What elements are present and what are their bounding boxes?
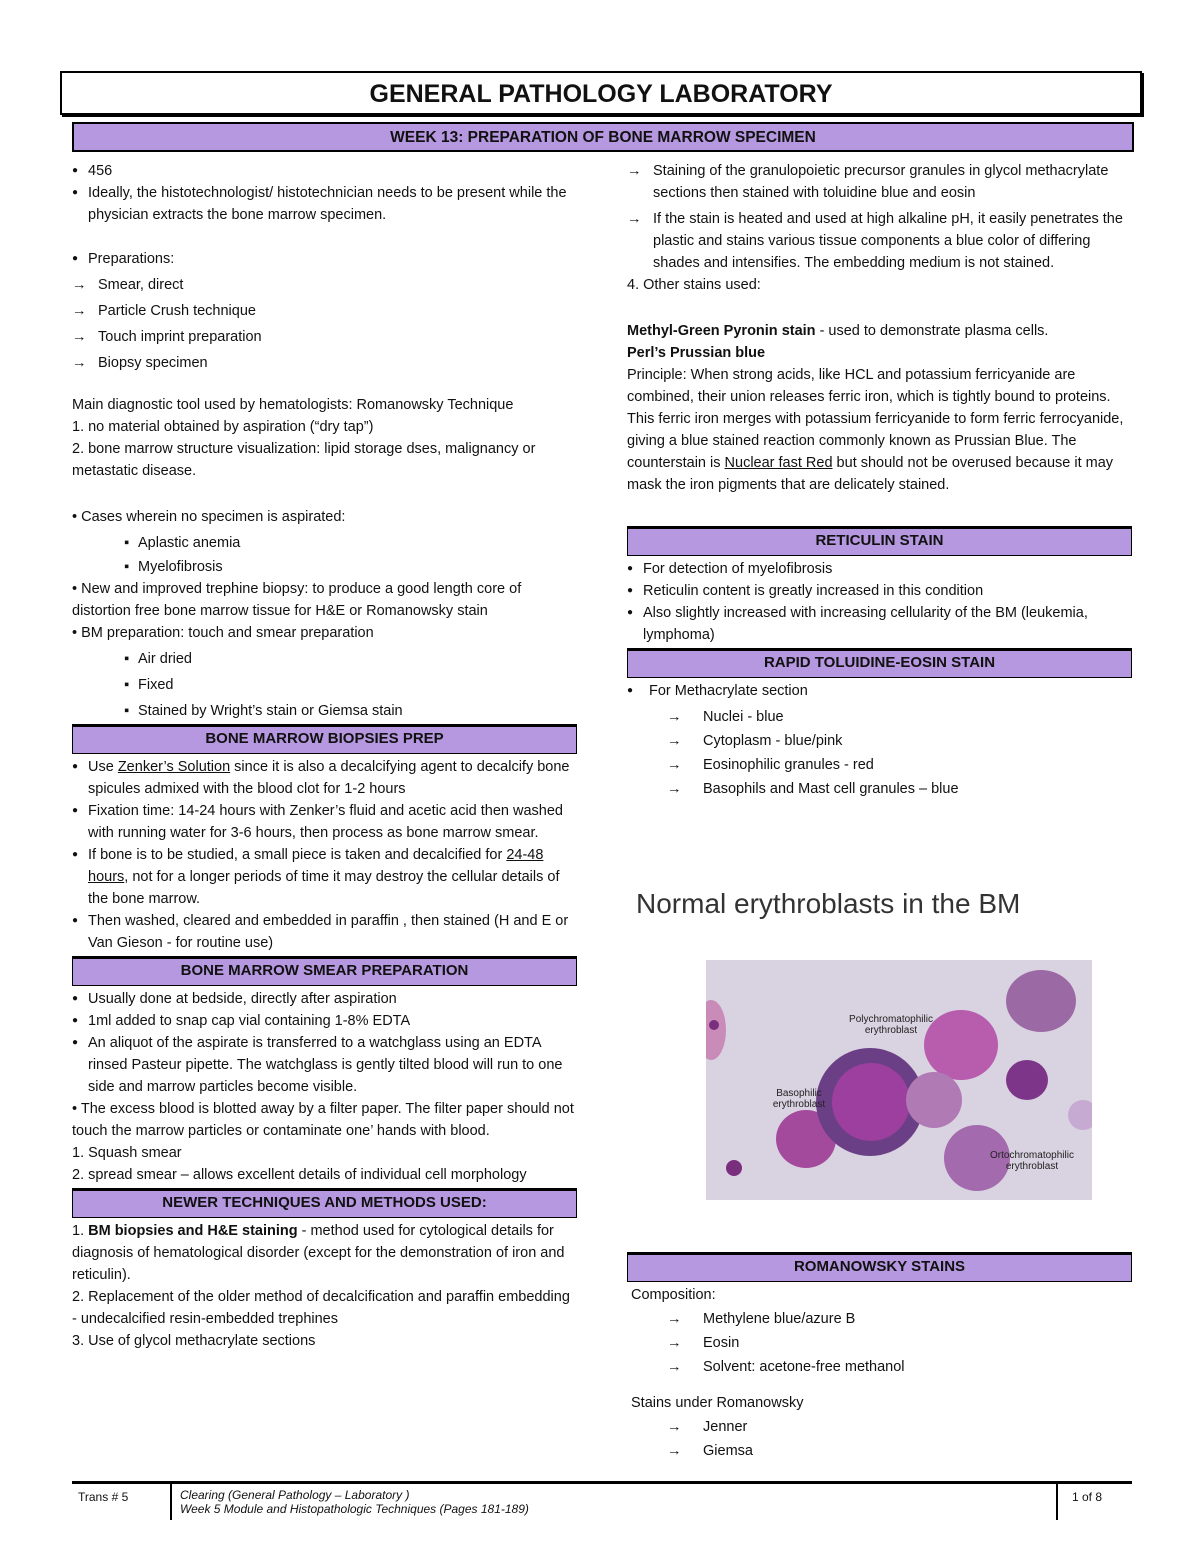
smear-item: ● An aliquot of the aspirate is transferred to a watchglass using an EDTA rinsed Pasteur pipette. The watchglass is gently tilted blood will run to one side and marrow particles become visible. <box>72 1032 577 1098</box>
smear-item: ● 1ml added to snap cap vial containing 1-8% EDTA <box>72 1010 577 1032</box>
composition-item: → Eosin <box>627 1332 1132 1354</box>
rapid-item: → Basophils and Mast cell granules – blue <box>627 778 1132 800</box>
biopsy-item: ● Then washed, cleared and embedded in paraffin , then stained (H and E or Van Gieson - for routine use) <box>72 910 577 954</box>
rapid-item: → Eosinophilic granules - red <box>627 754 1132 776</box>
prep-item: → Particle Crush technique <box>72 300 577 322</box>
composition-item: → Solvent: acetone-free methanol <box>627 1356 1132 1378</box>
newer-item: 2. Replacement of the older method of decalcification and paraffin embedding - undecalcified resin-embedded trephines <box>72 1289 570 1327</box>
rapid-label: ● For Methacrylate section <box>627 680 1132 702</box>
prep-item: → Smear, direct <box>72 274 577 296</box>
composition-label: Composition: <box>631 1287 716 1303</box>
other-stains-label: 4. Other stains used: <box>627 277 761 293</box>
intro-item: ● 456 <box>72 160 577 182</box>
page-footer <box>72 1481 1132 1519</box>
diagnostic-item: 2. bone marrow structure visualization: lipid storage dses, malignancy or metastatic disease. <box>72 441 536 479</box>
diagnostic-item: 1. no material obtained by aspiration (“dry tap”) <box>72 419 374 435</box>
section-header-smear: BONE MARROW SMEAR PREPARATION <box>72 956 577 986</box>
section-header-reticulin: RETICULIN STAIN <box>627 526 1132 556</box>
prep-item: → Touch imprint preparation <box>72 326 577 348</box>
section-header-newer: NEWER TECHNIQUES AND METHODS USED: <box>72 1188 577 1218</box>
reticulin-item: ● For detection of myelofibrosis <box>627 558 1132 580</box>
right-column <box>627 160 1132 800</box>
section-header-romanowsky: ROMANOWSKY STAINS <box>627 1252 1132 1282</box>
section-header-biopsies: BONE MARROW BIOPSIES PREP <box>72 724 577 754</box>
trephine-text: • New and improved trephine biopsy: to produce a good length core of distortion free bone marrow tissue for H&E or Romanowsky stain <box>72 581 522 619</box>
under-label: Stains under Romanowsky <box>631 1395 804 1411</box>
document-title: GENERAL PATHOLOGY LABORATORY <box>60 71 1142 115</box>
left-column <box>72 160 577 1352</box>
intro-item: ● Ideally, the histotechnologist/ histotechnician needs to be present while the physician extracts the bone marrow specimen. <box>72 182 577 226</box>
stain-note: → Staining of the granulopoietic precursor granules in glycol methacrylate sections then stained with toluidine blue and eosin <box>627 160 1132 204</box>
preparations-label: ● Preparations: <box>72 248 577 270</box>
composition-item: → Methylene blue/azure B <box>627 1308 1132 1330</box>
spread-smear: 2. spread smear – allows excellent details of individual cell morphology <box>72 1167 527 1183</box>
erythroblast-figure <box>630 884 1110 1214</box>
ortochromatophilic-label: Ortochromatophilic erythroblast <box>990 1150 1074 1172</box>
rapid-item: → Cytoplasm - blue/pink <box>627 730 1132 752</box>
biopsy-item: ● Use Zenker’s Solution since it is also a decalcifying agent to decalcify bone spicules admixed with the blood clot for 1-2 hours <box>72 756 577 800</box>
polychromatophilic-label: Polychromatophilic erythroblast <box>849 1014 933 1036</box>
smear-excess: • The excess blood is blotted away by a filter paper. The filter paper should not touch the marrow particles or contaminate one’ hands with blood. <box>72 1101 574 1139</box>
newer-item: 1. BM biopsies and H&E staining - method used for cytological details for diagnosis of hematological disorder (except for the demonstration of iron and reticulin). <box>72 1223 565 1283</box>
basophilic-label: Basophilic erythroblast <box>772 1088 826 1110</box>
bm-prep-item: ▪ Air dried <box>72 648 577 670</box>
page-number: 1 of 8 <box>1072 1490 1103 1504</box>
trans-number: Trans # 5 <box>78 1490 129 1504</box>
smear-item: ● Usually done at bedside, directly after aspiration <box>72 988 577 1010</box>
bm-prep-item: ▪ Stained by Wright’s stain or Giemsa stain <box>72 700 577 722</box>
case-item: ▪ Myelofibrosis <box>72 556 577 578</box>
mgp-stain: Methyl-Green Pyronin stain - used to demonstrate plasma cells. <box>627 323 1049 339</box>
section-header-rapid: RAPID TOLUIDINE-EOSIN STAIN <box>627 648 1132 678</box>
biopsy-item: ● Fixation time: 14-24 hours with Zenker’s fluid and acetic acid then washed with running water for 3-6 hours, then process as bone marrow smear. <box>72 800 577 844</box>
rapid-item: → Nuclei - blue <box>627 706 1132 728</box>
figure-title: Normal erythroblasts in the BM <box>636 888 1021 919</box>
reticulin-item: ● Also slightly increased with increasing cellularity of the BM (leukemia, lymphoma) <box>627 602 1132 646</box>
romanowsky-section <box>627 1250 1132 1462</box>
newer-item: 3. Use of glycol methacrylate sections <box>72 1333 316 1349</box>
micrograph-image <box>706 960 1092 1200</box>
week-header: WEEK 13: PREPARATION OF BONE MARROW SPECIMEN <box>72 122 1134 152</box>
diagnostic-tool: Main diagnostic tool used by hematologists: Romanowsky Technique <box>72 397 514 413</box>
cases-label: • Cases wherein no specimen is aspirated: <box>72 509 346 525</box>
under-item: → Jenner <box>627 1416 1132 1438</box>
perl-principle: Principle: When strong acids, like HCL and potassium ferricyanide are combined, their union releases ferric iron, which is tightly bound to proteins. This ferric iron merges with potassium ferricyanide to form ferric ferrocyanide, giving a blue stained reaction commonly known as Prussian Blue. The counterstain is Nuclear fast Red but should not be overused because it may mask the iron pigments that are delicately stained. <box>627 367 1124 493</box>
biopsy-item: ● If bone is to be studied, a small piece is taken and decalcified for 24-48 hours, not for a longer periods of time it may destroy the cellular details of the bone marrow. <box>72 844 577 910</box>
under-item: → Giemsa <box>627 1440 1132 1462</box>
perl-heading: Perl’s Prussian blue <box>627 345 766 361</box>
footer-topic: Clearing (General Pathology – Laboratory ) Week 5 Module and Histopathologic Techniques (Pages 181-189) <box>180 1488 529 1516</box>
case-item: ▪ Aplastic anemia <box>72 532 577 554</box>
bm-prep-item: ▪ Fixed <box>72 674 577 696</box>
squash-smear: 1. Squash smear <box>72 1145 182 1161</box>
reticulin-item: ● Reticulin content is greatly increased in this condition <box>627 580 1132 602</box>
stain-note: → If the stain is heated and used at high alkaline pH, it easily penetrates the plastic and stains various tissue components a blue color of differing shades and intensifies. The embedding medium is not stained. <box>627 208 1132 274</box>
prep-item: → Biopsy specimen <box>72 352 577 374</box>
bm-prep: • BM preparation: touch and smear preparation <box>72 625 374 641</box>
